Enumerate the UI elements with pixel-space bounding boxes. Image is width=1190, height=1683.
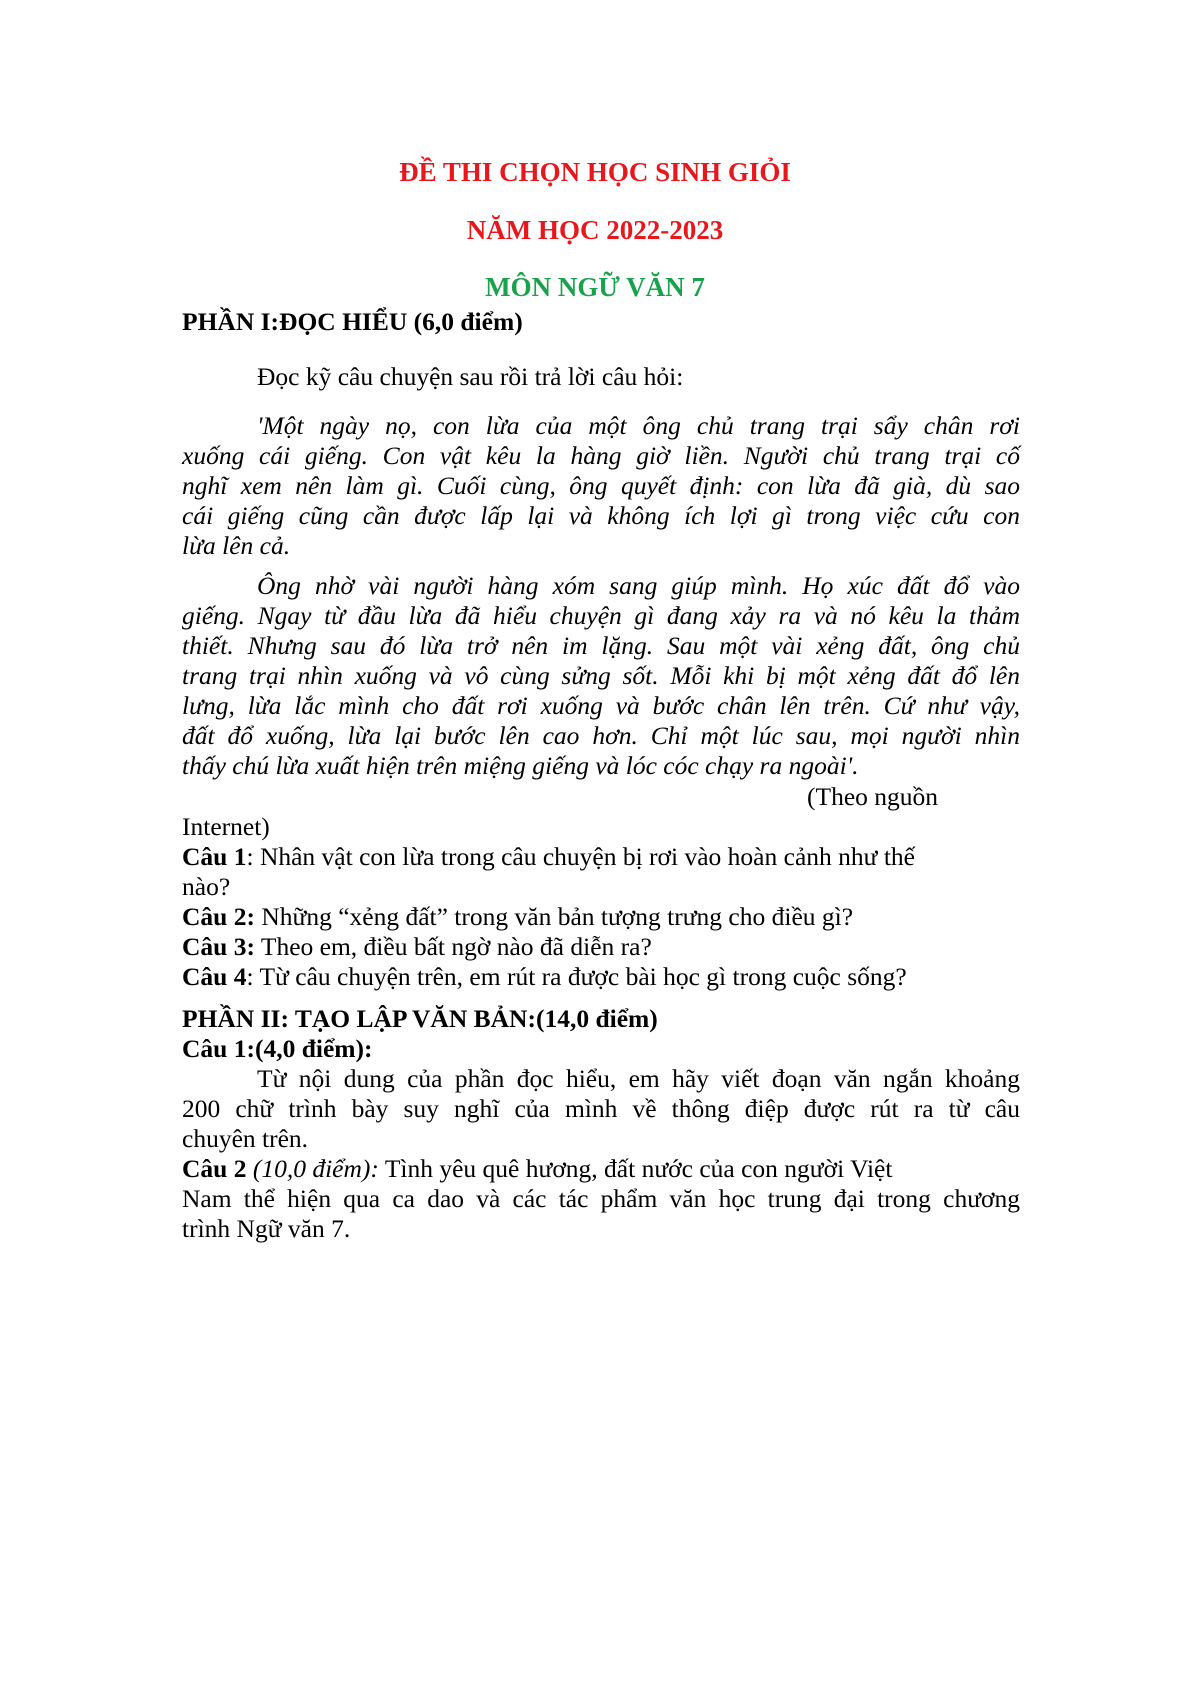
source-citation: (Theo nguồn: [807, 782, 939, 811]
question-text: : Nhân vật con lừa trong câu chuyện bị rơi vào hoàn cảnh như thế: [246, 842, 915, 871]
question-2: [182, 901, 1022, 933]
reading-instruction: Đọc kỹ câu chuyện sau rồi trả lời câu hỏi:: [257, 362, 684, 391]
story-line: cái giếng cũng cần được lấp lại và không ích lợi gì trong việc cứu con: [182, 501, 1020, 530]
question-label: Câu 2: [182, 1154, 247, 1183]
question-points: (10,0 điểm):: [246, 1154, 379, 1183]
question-4: [182, 961, 1022, 993]
question-1-cont: nào?: [182, 872, 231, 901]
part2-question-1-line: Từ nội dung của phần đọc hiểu, em hãy viết đoạn văn ngắn khoảng: [257, 1064, 1020, 1093]
school-year: NĂM HỌC 2022-2023: [466, 215, 724, 245]
question-text: Những “xẻng đất” trong văn bản tượng trưng cho điều gì?: [254, 902, 854, 931]
story-line: 'Một ngày nọ, con lừa của một ông chủ trang trại sẩy chân rơi: [257, 411, 1020, 440]
story-line: lưng, lừa lắc mình cho đất rơi xuống và bước chân lên trên. Cứ như vậy,: [182, 691, 1020, 720]
story-line: giếng. Ngay từ đầu lừa đã hiểu chuyện gì đang xảy ra và nó kêu la thảm: [182, 601, 1020, 630]
story-line: Ông nhờ vài người hàng xóm sang giúp mình. Họ xúc đất đổ vào: [257, 571, 1020, 600]
question-text: Tình yêu quê hương, đất nước của con người Việt: [378, 1154, 893, 1183]
part2-question-1-line: chuyên trên.: [182, 1124, 309, 1153]
part2-question-1-label: Câu 1:(4,0 điểm):: [182, 1034, 373, 1063]
question-label: Câu 2:: [182, 902, 255, 931]
story-line: thiết. Nhưng sau đó lừa trở nên im lặng. Sau một vài xẻng đất, ông chủ: [182, 631, 1020, 660]
story-line: xuống cái giếng. Con vật kêu la hàng giờ liền. Người chủ trang trại cố: [182, 441, 1020, 470]
story-line: nghĩ xem nên làm gì. Cuối cùng, ông quyết định: con lừa đã già, dù sao: [182, 471, 1020, 500]
story-line: thấy chú lừa xuất hiện trên miệng giếng và lóc cóc chạy ra ngoài'.: [182, 751, 859, 780]
question-text: : Từ câu chuyện trên, em rút ra được bài học gì trong cuộc sống?: [246, 962, 907, 991]
part2-question-2-line: Nam thể hiện qua ca dao và các tác phẩm văn học trung đại trong chương: [182, 1184, 1020, 1213]
part2-question-2-line: trình Ngữ văn 7.: [182, 1214, 351, 1243]
story-line: đất đổ xuống, lừa lại bước lên cao hơn. Chỉ một lúc sau, mọi người nhìn: [182, 721, 1020, 750]
question-label: Câu 4: [182, 962, 247, 991]
part2-heading: PHẦN II: TẠO LẬP VĂN BẢN:(14,0 điểm): [182, 1004, 658, 1033]
story-line: lừa lên cả.: [182, 531, 291, 560]
source-citation-cont: Internet): [182, 812, 270, 841]
subject-title: MÔN NGỮ VĂN 7: [485, 272, 705, 302]
story-line: trang trại nhìn xuống và vô cùng sửng sốt. Mỗi khi bị một xẻng đất đổ lên: [182, 661, 1020, 690]
part1-heading: PHẦN I:ĐỌC HIỂU (6,0 điểm): [182, 307, 523, 336]
part2-question-2: [182, 1153, 1022, 1185]
question-text: Theo em, điều bất ngờ nào đã diễn ra?: [254, 932, 652, 961]
question-3: [182, 931, 1022, 963]
question-1: [182, 841, 1022, 873]
exam-title: ĐỀ THI CHỌN HỌC SINH GIỎI: [399, 157, 791, 187]
part2-question-1-line: 200 chữ trình bày suy nghĩ của mình về thông điệp được rút ra từ câu: [182, 1094, 1020, 1123]
question-label: Câu 3:: [182, 932, 255, 961]
question-label: Câu 1: [182, 842, 247, 871]
